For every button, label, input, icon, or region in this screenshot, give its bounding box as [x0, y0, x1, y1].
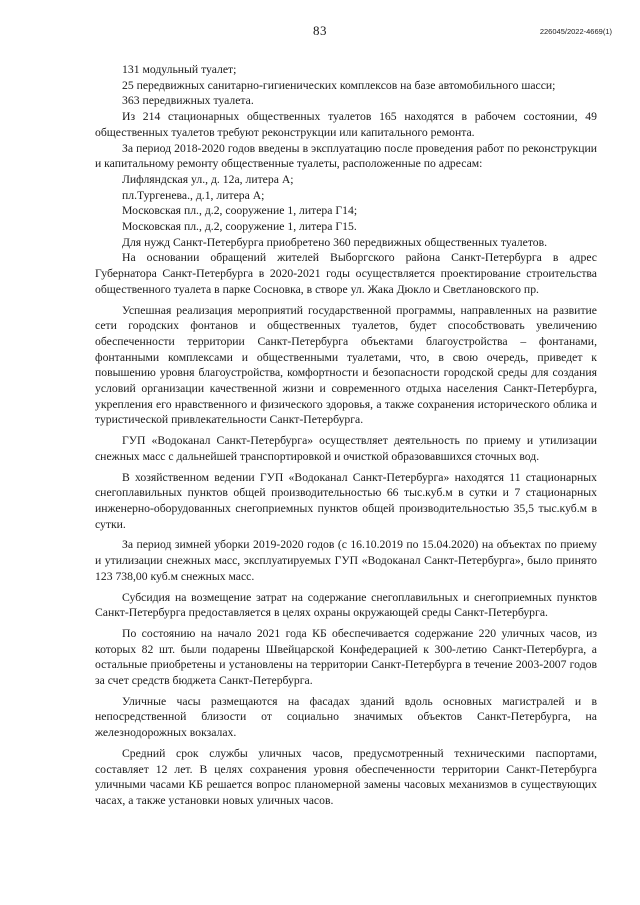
body-text: [95, 62, 597, 809]
paragraph: За период зимней уборки 2019-2020 годов (с 16.10.2019 по 15.04.2020) на объектах по приему и утилизации снежных масс, эксплуатируемых ГУП «Водоканал Санкт-Петербурга», было принято 123 738,00 куб.м снежных масс.: [95, 538, 597, 583]
paragraph: За период 2018-2020 годов введены в эксплуатацию после проведения работ по реконструкции и капитальному ремонту общественные туалеты, расположенные по адресам:: [95, 141, 597, 171]
paragraph: Из 214 стационарных общественных туалетов 165 находятся в рабочем состоянии, 49 общественных туалетов требуют реконструкции или капитального ремонта.: [95, 110, 597, 139]
address-item: Московская пл., д.2, сооружение 1, литера Г14;: [122, 204, 358, 218]
paragraph: Успешная реализация мероприятий государственной программы, направленных на развитие сети городских фонтанов и общественных туалетов, будет способствовать увеличению обеспеченности территории Санкт-Петербурга объектами благоустройства – фонтанами, фонтанными комплексами и общественными туалетами, что, в свою очередь, приведет к повышению уровня благоустройства, комфортности и безопасности городской среды для создания условий организации качественной жизни и современного отдыха населения Санкт-Петербурга, укрепления его нравственного и физического здоровья, а также сохранения исторического облика и туристической привлекательности Санкт-Петербурга.: [95, 303, 597, 427]
paragraph: На основании обращений жителей Выборгского района Санкт-Петербурга в адрес Губернатора Санкт-Петербурга в 2020-2021 годы осуществляется проектирование строительства общественного туалета в парке Сосновка, в створе ул. Жака Дюкло и Светлановского пр.: [95, 251, 597, 296]
paragraph: 363 передвижных туалета.: [122, 94, 254, 108]
page-number: 83: [313, 23, 327, 38]
paragraph: 25 передвижных санитарно-гигиенических комплексов на базе автомобильного шасси;: [122, 78, 556, 92]
paragraph: Средний срок службы уличных часов, предусмотренный техническими паспортами, составляет 12 лет. В целях сохранения уровня обеспеченности территории Санкт-Петербурга уличными часами КБ решается вопрос планомерной замены часовых механизмов в существующих часах, а также установки новых уличных часов.: [95, 746, 597, 807]
paragraph: В хозяйственном ведении ГУП «Водоканал Санкт-Петербурга» находятся 11 стационарных снегоплавильных пунктов общей производительностью 66 тыс.куб.м в сутки и 7 стационарных инженерно-оборудованных снегоприемных пунктов общей производительностью 35,5 тыс.куб.м в сутки.: [95, 470, 597, 531]
address-item: Московская пл., д.2, сооружение 1, литера Г15.: [122, 220, 357, 234]
address-item: пл.Тургенева., д.1, литера А;: [122, 188, 265, 202]
paragraph: Уличные часы размещаются на фасадах зданий вдоль основных магистралей и в непосредственной близости от социально значимых объектов Санкт-Петербурга, на железнодорожных вокзалах.: [95, 694, 597, 740]
document-id: 226045/2022-4669(1): [539, 27, 612, 36]
paragraph: ГУП «Водоканал Санкт-Петербурга» осуществляет деятельность по приему и утилизации снежных масс с дальнейшей транспортировкой и очисткой образовавшихся сточных вод.: [95, 434, 597, 463]
paragraph: Субсидия на возмещение затрат на содержание снегоплавильных и снегоприемных пунктов Санкт-Петербурга предоставляется в целях охраны окружающей среды Санкт-Петербурга.: [95, 590, 597, 620]
paragraph: Для нужд Санкт-Петербурга приобретено 360 передвижных общественных туалетов.: [122, 235, 548, 249]
address-item: Лифляндская ул., д. 12а, литера А;: [122, 172, 294, 186]
paragraph: По состоянию на начало 2021 года КБ обеспечивается содержание 220 уличных часов, из которых 82 шт. были подарены Швейцарской Конфедерацией к 300-летию Санкт-Петербурга, а остальные приобретены и установлены на территории Санкт-Петербурга в течение 2003-2007 годов за счет средств бюджета Санкт-Петербурга.: [95, 626, 597, 688]
paragraph: 131 модульный туалет;: [122, 63, 237, 76]
